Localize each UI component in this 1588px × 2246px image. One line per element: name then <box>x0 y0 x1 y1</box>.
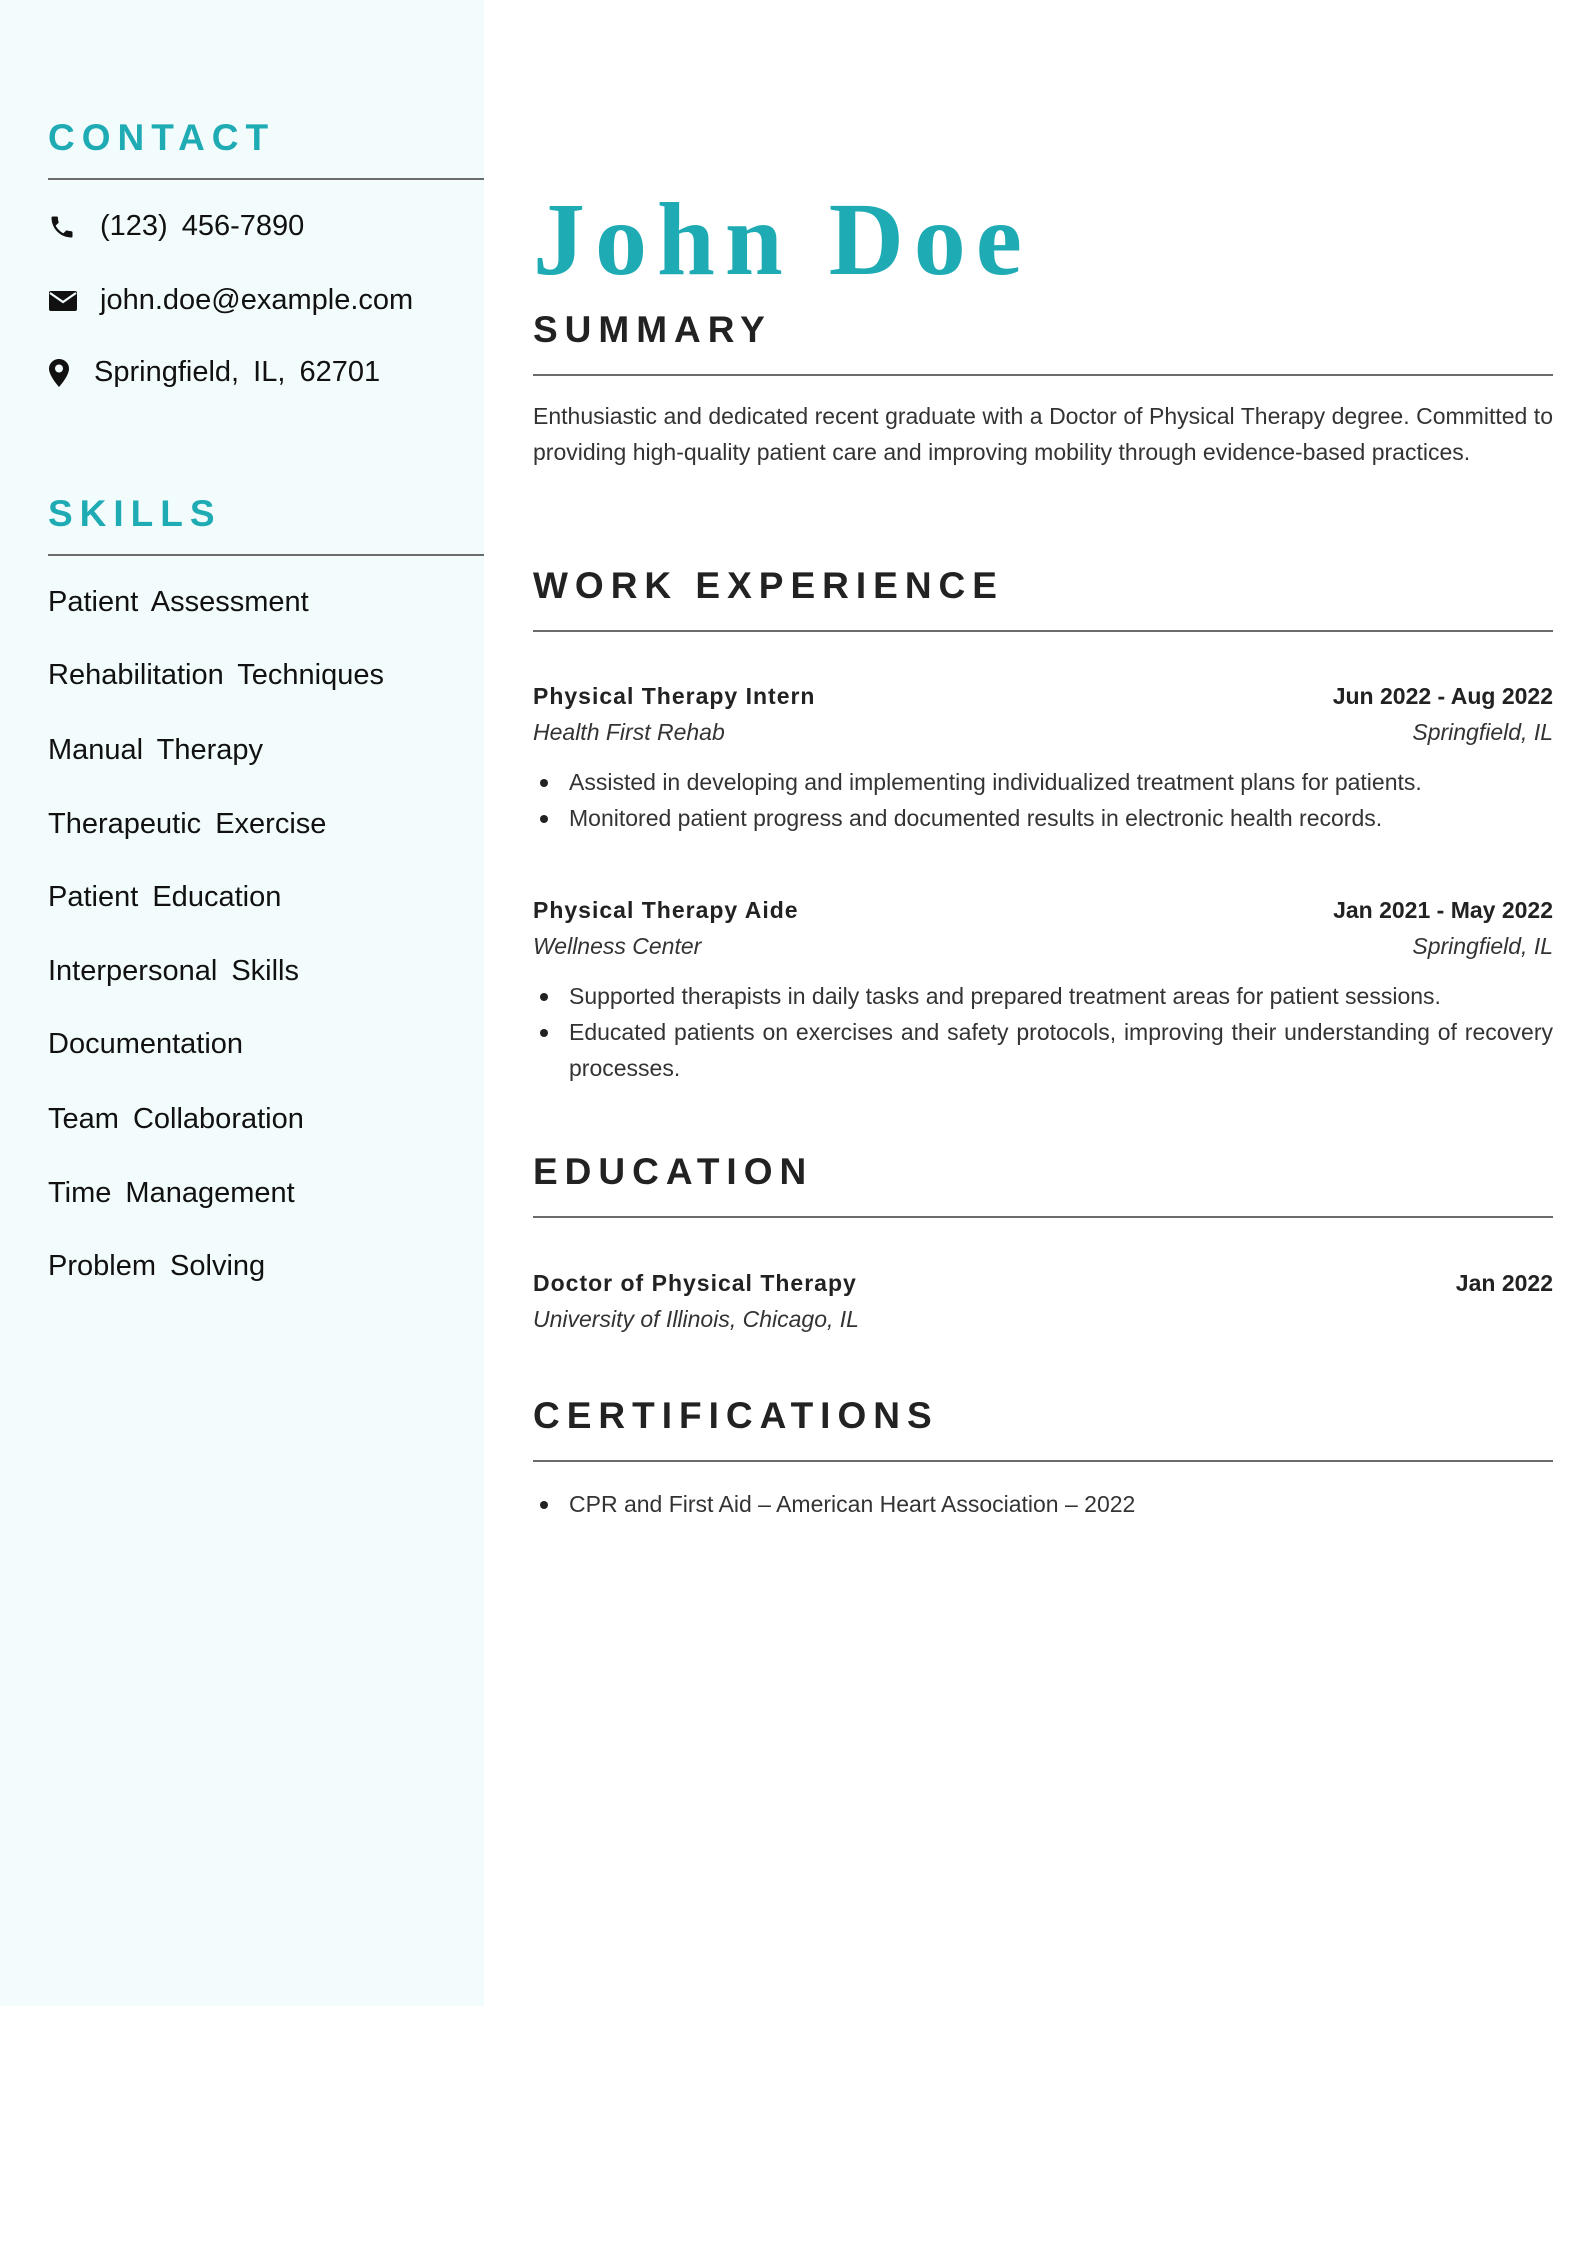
contact-email[interactable] <box>48 284 413 317</box>
certifications-section <box>533 1394 1553 1462</box>
location-text: Springfield, IL, 62701 <box>94 356 381 388</box>
bullet-item: Supported therapists in daily tasks and prepared treatment areas for patient sessions. <box>533 978 1553 1014</box>
summary-text: Enthusiastic and dedicated recent graduate with a Doctor of Physical Therapy degree. Committed to providing high-quality patient care and improving mobility through evidence-based practices. <box>533 403 1553 465</box>
job-company: Health First Rehab <box>533 719 725 745</box>
certifications-heading: CERTIFICATIONS <box>533 1395 939 1436</box>
bullet-item: Educated patients on exercises and safety protocols, improving their understanding of recovery processes. <box>533 1014 1553 1086</box>
experience-divider <box>533 630 1553 632</box>
phone-icon <box>48 213 88 241</box>
skill-item: Problem Solving <box>48 1250 266 1282</box>
summary-divider <box>533 374 1553 376</box>
skill-item: Patient Education <box>48 881 282 913</box>
bullet-item: Monitored patient progress and documented results in electronic health records. <box>533 800 1553 836</box>
summary-section <box>533 308 1553 376</box>
experience-heading: WORK EXPERIENCE <box>533 565 1004 606</box>
education-section <box>533 1150 1553 1218</box>
certification-item: CPR and First Aid – American Heart Association – 2022 <box>533 1486 1553 1522</box>
contact-section <box>48 116 484 388</box>
contact-location <box>48 356 380 389</box>
experience-section <box>533 564 1553 632</box>
phone-text: (123) 456-7890 <box>100 210 305 242</box>
skill-item: Rehabilitation Techniques <box>48 659 384 691</box>
skill-item: Therapeutic Exercise <box>48 808 327 840</box>
job-title: Physical Therapy Aide <box>533 897 799 923</box>
job-company: Wellness Center <box>533 933 702 959</box>
envelope-icon <box>48 289 88 313</box>
education-header <box>533 1270 1553 1297</box>
last-name: Doe <box>828 181 1032 297</box>
skill-item: Team Collaboration <box>48 1103 304 1135</box>
job-header <box>533 897 1553 924</box>
job-header <box>533 683 1553 710</box>
sidebar <box>0 0 484 2006</box>
first-name: John <box>533 181 793 297</box>
skill-item: Manual Therapy <box>48 734 264 766</box>
email-text: john.doe@example.com <box>100 284 414 316</box>
education-divider <box>533 1216 1553 1218</box>
skill-item: Interpersonal Skills <box>48 955 299 987</box>
contact-heading: CONTACT <box>48 117 276 158</box>
degree-title: Doctor of Physical Therapy <box>533 1270 857 1296</box>
education-heading: EDUCATION <box>533 1151 814 1192</box>
candidate-name <box>533 180 1032 300</box>
job-bullets <box>533 978 1553 1086</box>
certification-list <box>533 1486 1553 1522</box>
map-pin-icon <box>48 358 82 388</box>
job-location: Springfield, IL <box>1412 719 1553 745</box>
bullet-item: Assisted in developing and implementing individualized treatment plans for patients. <box>533 764 1553 800</box>
skill-item: Time Management <box>48 1177 295 1209</box>
job-company-row <box>533 933 1553 960</box>
education-date: Jan 2022 <box>1455 1270 1553 1296</box>
summary-heading: SUMMARY <box>533 309 772 350</box>
job-bullets <box>533 764 1553 836</box>
school-name: University of Illinois, Chicago, IL <box>533 1306 859 1332</box>
job-dates: Jun 2022 - Aug 2022 <box>1332 683 1553 709</box>
skill-item: Documentation <box>48 1028 244 1060</box>
job-location: Springfield, IL <box>1412 933 1553 959</box>
contact-divider <box>48 178 484 180</box>
skill-item: Patient Assessment <box>48 586 309 618</box>
skills-heading: SKILLS <box>48 493 222 534</box>
job-dates: Jan 2021 - May 2022 <box>1333 897 1553 923</box>
job-company-row <box>533 719 1553 746</box>
skills-section <box>48 492 484 1282</box>
education-school-row <box>533 1306 1553 1333</box>
job-title: Physical Therapy Intern <box>533 683 816 709</box>
skills-divider <box>48 554 484 556</box>
certifications-divider <box>533 1460 1553 1462</box>
contact-phone[interactable] <box>48 210 304 243</box>
